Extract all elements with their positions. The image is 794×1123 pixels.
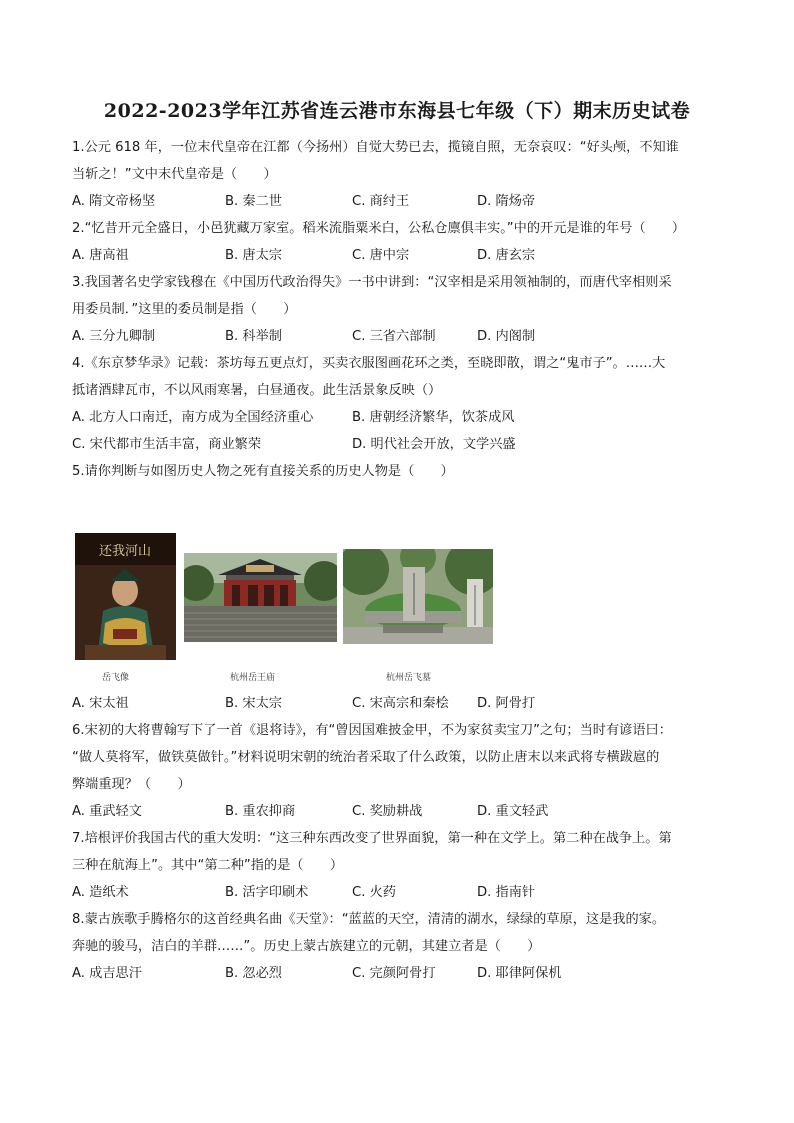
option-b: B. 秦二世 (225, 194, 282, 209)
option-d: D. 隋炀帝 (477, 194, 536, 209)
option-b: B. 唐朝经济繁华，饮茶成风 (352, 410, 515, 425)
question-stem-line: 抵诸酒肆瓦市，不以风雨寒暑，白昼通夜。此生活景象反映（） (72, 383, 442, 398)
question-5 (72, 458, 732, 717)
question-6 (72, 717, 732, 825)
question-stem-line: 5.请你判断与如图历史人物之死有直接关系的历史人物是（ ） (72, 464, 454, 479)
options-row (72, 690, 732, 717)
option-a: A. 隋文帝杨坚 (72, 194, 156, 209)
option-c: C. 商纣王 (352, 194, 410, 209)
option-c: C. 火药 (352, 885, 396, 900)
plaque-text: 还我河山 (98, 544, 152, 559)
question-stem-line: 三种在航海上”。其中“第二种”指的是（ ） (72, 858, 344, 873)
options-row (72, 431, 732, 458)
exam-title: 2022-2023学年江苏省连云港市东海县七年级（下）期末历史试卷 (103, 100, 691, 122)
question-figures (72, 485, 732, 690)
options-row (72, 879, 732, 906)
option-b: B. 唐太宗 (225, 248, 282, 263)
option-b: B. 活字印刷术 (225, 885, 309, 900)
option-d: D. 明代社会开放，文学兴盛 (352, 437, 516, 452)
options-row (72, 960, 732, 987)
question-stem-line: 3.我国著名史学家钱穆在《中国历代政治得失》一书中讲到：“汉宰相是采用领袖制的，而唐代宰相则采 (72, 275, 672, 290)
option-a: A. 唐高祖 (72, 248, 129, 263)
figure-caption: 杭州岳飞墓 (386, 673, 432, 683)
options-row (72, 798, 732, 825)
option-c: C. 宋高宗和秦桧 (352, 696, 449, 711)
question-stem-line: “做人莫将军，做铁莫做针。”材料说明宋朝的统治者采取了什么政策，以防止唐末以来武将专横跋扈的 (72, 750, 660, 765)
option-b: B. 科举制 (225, 329, 282, 344)
option-c: C. 奖励耕战 (352, 804, 423, 819)
question-7 (72, 825, 732, 906)
options-row (72, 188, 732, 215)
question-2 (72, 215, 732, 269)
options-row (72, 404, 732, 431)
yue-fei-statue-image (75, 533, 176, 660)
question-stem-line: 4.《东京梦华录》记载：茶坊每五更点灯，买卖衣服图画花环之类，至晓即散，谓之“鬼市子”。……大 (72, 356, 666, 371)
option-c: C. 唐中宗 (352, 248, 410, 263)
question-1 (72, 134, 732, 215)
option-a: A. 重武轻文 (72, 804, 142, 819)
option-d: D. 阿骨打 (477, 696, 536, 711)
option-d: D. 唐玄宗 (477, 248, 536, 263)
question-stem-line: 1.公元 618 年，一位末代皇帝在江都（今扬州）自觉大势已去，揽镜自照，无奈哀叹：“好头颅，不知谁 (72, 140, 679, 155)
question-4 (72, 350, 732, 458)
option-d: D. 重文轻武 (477, 804, 549, 819)
option-a: A. 造纸术 (72, 885, 129, 900)
options-row (72, 323, 732, 350)
yue-wang-temple-image (184, 553, 337, 642)
question-3 (72, 269, 732, 350)
option-b: B. 重农抑商 (225, 804, 296, 819)
option-b: B. 忽必烈 (225, 966, 282, 981)
question-stem-line: 8.蒙古族歌手腾格尔的这首经典名曲《天堂》：“蓝蓝的天空，清清的湖水，绿绿的草原，这是我的家。 (72, 912, 666, 927)
option-a: A. 成吉思汗 (72, 966, 142, 981)
question-stem-line: 7.培根评价我国古代的重大发明：“这三种东西改变了世界面貌，第一种在文学上。第二种在战争上。第 (72, 831, 672, 846)
option-a: A. 北方人口南迁，南方成为全国经济重心 (72, 410, 314, 425)
question-stem-line: 弊端重现？（ ） (72, 777, 191, 792)
options-row (72, 242, 732, 269)
question-stem-line: 当斩之！”文中末代皇帝是（ ） (72, 167, 277, 182)
option-d: D. 耶律阿保机 (477, 966, 562, 981)
option-a: A. 宋太祖 (72, 696, 129, 711)
yue-fei-tomb-image (343, 549, 493, 644)
question-list (72, 134, 732, 987)
figure-caption: 杭州岳王庙 (230, 673, 276, 683)
question-stem-line: 2.“忆昔开元全盛日，小邑犹藏万家室。稻米流脂粟米白，公私仓廪俱丰实。”中的开元是谁的年号（ ） (72, 221, 686, 236)
option-c: C. 完颜阿骨打 (352, 966, 436, 981)
option-a: A. 三分九卿制 (72, 329, 156, 344)
option-d: D. 指南针 (477, 885, 536, 900)
question-stem-line: 用委员制．”这里的委员制是指（ ） (72, 302, 297, 317)
question-8 (72, 906, 732, 987)
question-stem-line: 6.宋初的大将曹翰写下了一首《退将诗》，有“曾因国难披金甲，不为家贫卖宝刀”之句；当时有谚语曰： (72, 723, 672, 738)
question-stem-line: 奔驰的骏马，洁白的羊群……”。历史上蒙古族建立的元朝，其建立者是（ ） (72, 939, 541, 954)
option-b: B. 宋太宗 (225, 696, 282, 711)
option-d: D. 内阁制 (477, 329, 536, 344)
figure-caption: 岳飞像 (102, 673, 130, 683)
option-c: C. 宋代都市生活丰富，商业繁荣 (72, 437, 262, 452)
option-c: C. 三省六部制 (352, 329, 436, 344)
